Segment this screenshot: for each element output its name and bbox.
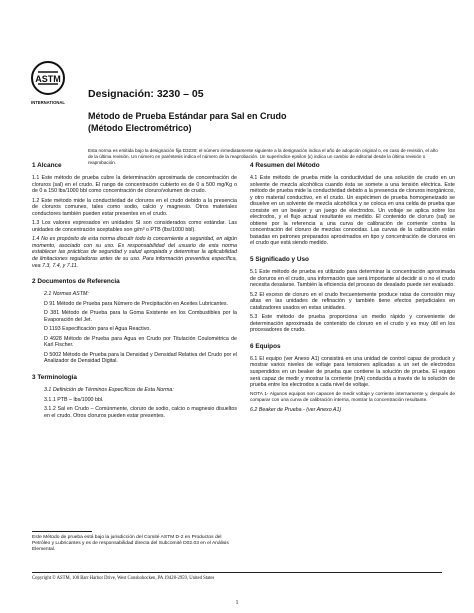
section-heading-scope: 1 Alcance xyxy=(32,162,62,169)
left-column xyxy=(32,162,237,422)
reference-item: D 381 Método de Prueba para la Goma Existente en los Combustibles por la Evaporación del Jet. xyxy=(44,310,237,323)
document-title xyxy=(88,110,287,134)
section-heading-significance: 5 Significado y Uso xyxy=(250,256,309,264)
paragraph-1-1: 1.1 Este método de prueba cubre la determinación aproximada de concentración de cloruros (sal) en el crudo. El rango de concentración cubierto es de 0 a 500 mg/Kg o de 0 a 150 lbs/1000 bbl como concentración de cloruro/volumen de crudo. xyxy=(32,175,237,195)
paragraph-1-3: 1.3 Los valores expresados en unidades SI son considerados como estándar. Las unidades de concentración aceptables son g/m³ o PTB (lbs/1000 bbl). xyxy=(32,220,237,233)
astm-logo-icon xyxy=(30,58,66,120)
reference-item: D 91 Método de Prueba para Número de Precipitación en Aceites Lubricantes. xyxy=(44,300,229,307)
title-line-2: (Método Electrométrico) xyxy=(88,123,192,133)
paragraph-3-1-2: 3.1.2 Sal en Crudo – Comúnmente, cloruro de sodio, calcio o magnesio disueltos en el crudo. Otros cloruros pueden estar presentes. xyxy=(44,406,237,419)
note-1: NOTA 1- Algunos equipos son capaces de medir voltaje y corriente internamente y, después de comparar con una curva de calibración interna, mostrar la concentración resultante. xyxy=(250,391,455,403)
logo-text: INTERNATIONAL xyxy=(31,100,65,105)
section-heading-equipment: 6 Equipos xyxy=(250,342,281,350)
paragraph-5-3: 5.3 Este método de prueba proporciona un medio rápido y conveniente de determinación aproximada de contenido de cloruro en el crudo y es muy útil en los procesadores de crudo. xyxy=(250,314,455,334)
reference-item: D 5002 Método de Prueba para la Densidad y Densidad Relativa del Crudo por el Analizador de Densidad Digital. xyxy=(44,351,237,365)
terminology-subheading: 3.1 Definición de Términos Específicos de Esta Norma: xyxy=(44,387,174,394)
paragraph-6-2: 6.2 Beaker de Prueba - (ver Anexo A1) xyxy=(250,406,342,413)
paragraph-3-1-1: 3.1.1 PTB – lbs/1000 bbl. xyxy=(44,396,104,403)
reference-item: D 1193 Especificación para el Agua Reactivo. xyxy=(44,326,151,333)
title-line-1: Método de Prueba Estándar para Sal en Crudo xyxy=(88,111,287,121)
paragraph-4-1: 4.1 Este método de prueba mide la conductividad de una solución de crudo en un solvente de mezcla alcohólica cuando ésta se somete a una tensión eléctrica. Este método de prueba mide la conductividad debido a la presencia de cloruros inorgánicos, y otro material conductivo, en el crudo. Un espécimen de prueba homogeneizado se disuelve en un solvente de mezcla alcohólica y se coloca en una celda de prueba que consiste en un beaker y un juego de electrodos. Un voltaje se aplica sobre los electrodos, y el flujo actual resultante es medido. El contenido de cloruro (sal) se obtiene por la referencia a una curva de calibración de corriente contra la concentración del cloruro de mezclas conocidas. Las curvas de la calibración están basadas en patrones preparados aproximados en tipo y concentración de cloruros en el crudo que está siendo medido. xyxy=(250,175,455,247)
paragraph-5-2: 5.2 El exceso de cloruro en el crudo frecuentemente produce ratas de corrosión muy altas en las unidades de refinación y también tiene efectos perjudiciales en catalizadores usados en estas unidades. xyxy=(250,291,455,311)
copyright-line: Copyright © ASTM, 100 Barr Harbor Drive, West Conshohocken, PA 19428-2959, United States xyxy=(32,576,215,581)
issued-note: Esta norma es emitida bajo la designación fija D3230; el número inmediatamente siguiente a la designación indica el año de adopción original o, en caso de revisión, el año de la última revisión. Un número en paréntesis indica el número de la reaprobación. Un superíndice epsilon (ε) indica un cambio de editorial desde la última revisión o reaprobación. xyxy=(88,148,438,165)
svg-text:ASTM: ASTM xyxy=(35,74,61,84)
footnote-divider xyxy=(32,531,92,532)
copyright-divider xyxy=(32,572,442,573)
footnote: Este Método de prueba está bajo la jurisdicción del Comité ASTM D-2 en Productos del Petróleo y Lubricantes y es de responsabilidad directa del Subcomité D02.03 en el Análisis Elemental. xyxy=(32,535,229,553)
reference-item: D 4928 Método de Prueba para Agua en Crudo por Titulación Coulométrica de Karl Fischer. xyxy=(44,335,237,349)
page-number: 1 xyxy=(235,600,239,606)
astm-standards-label: 2.1 Normas ASTM: xyxy=(44,291,89,298)
section-heading-terminology: 3 Terminología xyxy=(32,374,77,382)
paragraph-1-4: 1.4 No es propósito de esta norma discutir todo lo concerniente a seguridad, en algún momento, asociado con su uso. Es responsabilidad del usuario de esta norma establecer las prácticas de seguridad y salud apropiada y determinar la aplicabilidad de limitaciones reguladoras antes de su uso. Para información preventiva específica, vea 7.3, 7.4, y 7.11. xyxy=(32,236,237,269)
section-heading-references: 2 Documentos de Referencia xyxy=(32,278,120,286)
paragraph-6-1: 6.1 El equipo (ver Anexo A1) consistirá en una unidad de control capaz de producir y mostrar varios niveles de voltaje para tensiones aplicadas a un set de electrodos suspendidos en un beaker de prueba que contiene la solución de prueba. El equipo será capaz de medir y mostrar la corriente (mA) conducida a través de la solución de prueba entre los electrodos a cada nivel de voltaje. xyxy=(250,355,455,389)
right-column xyxy=(250,162,455,416)
designation: Designación: 3230 – 05 xyxy=(88,88,204,100)
paragraph-5-1: 5.1 Este método de prueba es utilizado para determinar la concentración aproximada de cloruros en el crudo, una información que será importante al decidir si o no el crudo necesita desalarse. También la eficiencia del proceso de desalado puede ser evaluado. xyxy=(250,269,455,289)
section-heading-summary: 4 Resumen del Método xyxy=(250,162,320,169)
paragraph-1-2: 1.2 Este método mide la conductividad de cloruros en el crudo debido a la presencia de cloruros comunes, tales como sodio, calcio y magnesio. Otros materiales conductores también pueden estar presentes en el crudo. xyxy=(32,197,237,217)
